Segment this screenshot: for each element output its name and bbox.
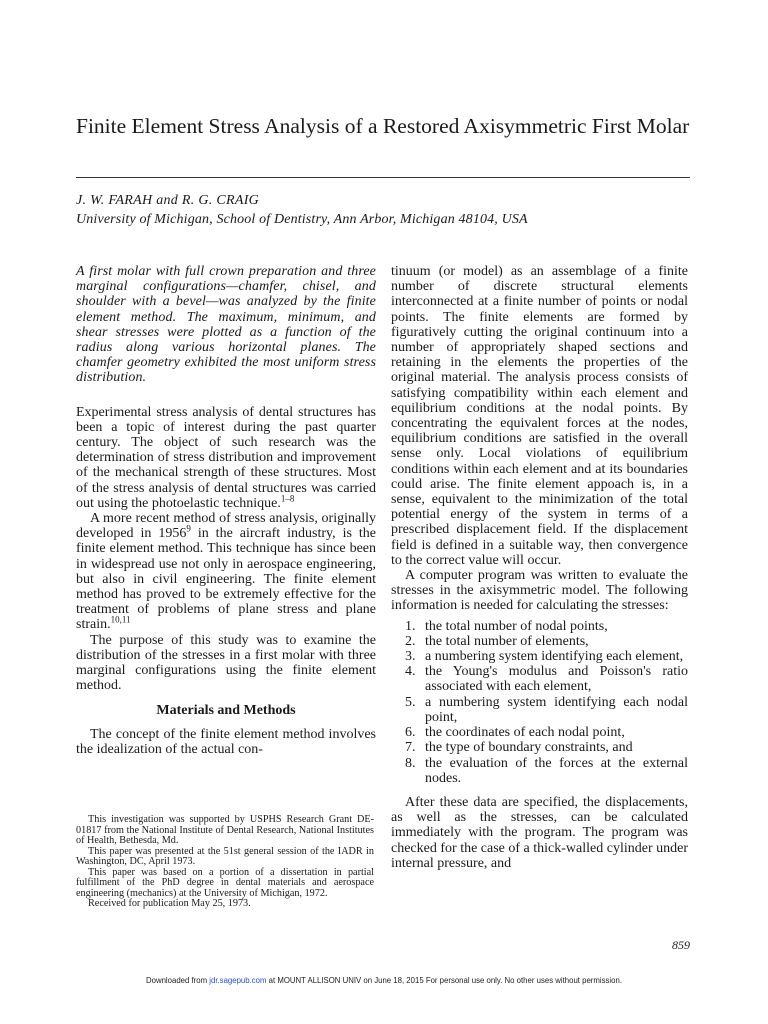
methods-paragraph-1: The concept of the finite element method involves the idealization of the actual con-: [76, 726, 376, 757]
list-item: 3. a numbering system identifying each element,: [405, 649, 684, 665]
header-rule: [76, 177, 690, 178]
footnote: Received for publication May 25, 1973.: [88, 898, 251, 909]
reference-superscript: 10,11: [110, 614, 131, 625]
affiliation-line: University of Michigan, School of Dentistry, Ann Arbor, Michigan 48104, USA: [76, 212, 528, 227]
abstract: A first molar with full crown preparation and three marginal configurations—chamfer, chisel, and shoulder with a bevel—was analyzed by the finite element method. The maximum, minimum, and shear stresses were plotted as a function of the radius along various horizontal planes. The chamfer geometry exhibited the most uniform stress distribution.: [76, 264, 376, 386]
list-item: 8. the evaluation of the forces at the external nodes.: [405, 755, 688, 786]
intro-paragraph-2: A more recent method of stress analysis, originally developed in 1956$^9$ in the aircraft industry, is the finite element method. This technique has since been in widespread use not only in aerospace engineering, but also in civil engineering. The finite element method has proved to be extremely effective for the treatment of problems of plane stress and plane strain.$^{10,11}$: [76, 511, 376, 633]
right-column: [391, 264, 688, 871]
footnote: This investigation was supported by USPHS Research Grant DE-01817 from the National Institute of Dental Research, National Institutes of Health, Bethesda, Md.: [76, 814, 374, 846]
list-item: 7. the type of boundary constraints, and: [405, 740, 633, 756]
required-data-list: [391, 619, 688, 786]
footnotes: [76, 815, 374, 910]
section-heading-materials-methods: Materials and Methods: [156, 703, 296, 719]
methods-paragraph-2: tinuum (or model) as an assemblage of a finite number of discrete structural elements interconnected at a finite number of points or nodal points. The finite elements are formed by figuratively cutting the original continuum into a number of appropriately shaped sections and retaining in the elements the properties of the original material. The analysis process consists of satisfying compatibility within each element and equilibrium conditions at the nodal points. By concentrating the equivalent forces at the nodes, equilibrium conditions are satisfied in the overall sense only. Local violations of equilibrium conditions within each element and at its boundaries could arise. The finite element appoach is, in a sense, equivalent to the minimization of the total potential energy of the system in terms of a prescribed displacement field. If the displacement field is defined in a suitable way, then convergence to the correct value will occur.: [391, 264, 688, 568]
list-item: 5. a numbering system identifying each nodal point,: [405, 694, 688, 725]
journal-link[interactable]: jdr.sagepub.com: [209, 976, 267, 985]
methods-paragraph-4: After these data are specified, the displacements, as well as the stresses, can be calculated immediately with the program. The program was checked for the case of a thick-walled cylinder under internal pressure, and: [391, 794, 688, 871]
reference-superscript: 9: [186, 523, 191, 534]
download-notice: Downloaded from jdr.sagepub.com at MOUNT ALLISON UNIV on June 18, 2015 For personal use only. No other uses without permission.: [145, 976, 622, 985]
list-item: 1. the total number of nodal points,: [405, 618, 608, 634]
reference-superscript: 1–8: [280, 493, 295, 504]
methods-paragraph-3: A computer program was written to evaluate the stresses in the axisymmetric model. The following information is needed for calculating the stresses:: [391, 568, 688, 614]
list-item: 4. the Young's modulus and Poisson's ratio associated with each element,: [405, 664, 688, 695]
list-item: 2. the total number of elements,: [405, 633, 589, 649]
footnote: This paper was based on a portion of a dissertation in partial fulfillment of the PhD degree in dental materials and aerospace engineering (mechanics) at the University of Michigan, 1972.: [76, 866, 374, 899]
left-column: [76, 264, 376, 757]
intro-paragraph-1: Experimental stress analysis of dental structures has been a topic of interest during the past quarter century. The object of such research was the determination of stress distribution and improvement of the mechanical strength of these structures. Most of the stress analysis of dental structures was carried out using the photoelastic technique.$^{1-8}$: [76, 404, 376, 511]
intro-paragraph-3: The purpose of this study was to examine the distribution of the stresses in a first molar with three marginal configurations using the finite element method.: [76, 632, 376, 694]
list-item: 6. the coordinates of each nodal point,: [405, 725, 625, 741]
article-title: Finite Element Stress Analysis of a Restored Axisymmetric First Molar: [76, 114, 690, 138]
page-number: 859: [672, 938, 690, 952]
footnote: This paper was presented at the 51st general session of the IADR in Washington, DC, April 1973.: [76, 845, 374, 867]
author-line: J. W. FARAH and R. G. CRAIG: [76, 193, 260, 208]
